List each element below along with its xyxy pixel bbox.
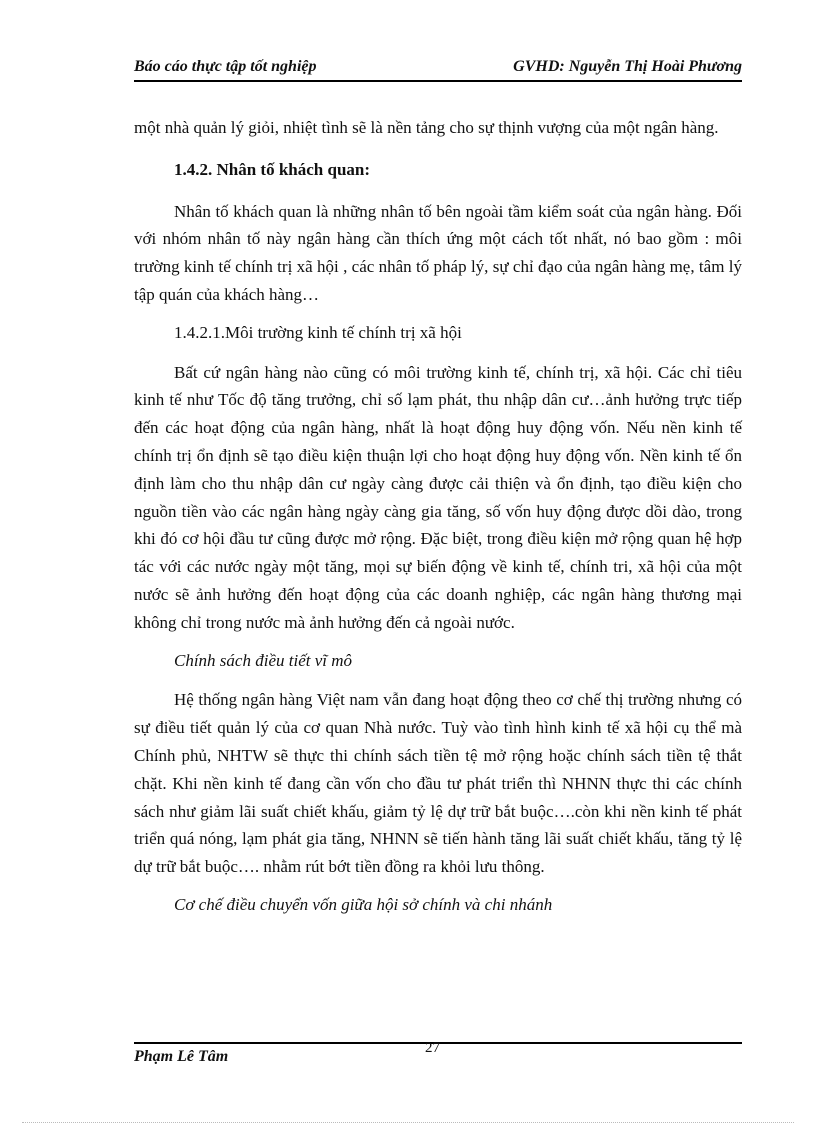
page-body [134, 114, 742, 931]
footer-author: Phạm Lê Tâm [134, 1048, 229, 1065]
page-number: 27 [425, 1040, 440, 1056]
page-footer [134, 1040, 742, 1065]
continuation-paragraph: một nhà quản lý giỏi, nhiệt tình sẽ là nền tảng cho sự thịnh vượng của một ngân hàng. [134, 118, 719, 137]
macro-policy-heading: Chính sách điều tiết vĩ mô [174, 650, 353, 670]
capital-transfer-heading: Cơ chế điều chuyển vốn giữa hội sở chính và chi nhánh [174, 894, 553, 914]
economy-paragraph: Bất cứ ngân hàng nào cũng có môi trường kinh tế, chính trị, xã hội. Các chỉ tiêu kinh tế như Tốc độ tăng trưởng, chỉ số lạm phát, thu nhập dân cư…ảnh hưởng trực tiếp đến các hoạt động của ngân hàng, nhất là hoạt động huy động vốn. Nếu nền kinh tế chính trị ổn định sẽ tạo điều kiện thuận lợi cho hoạt động huy động vốn. Nền kinh tế ổn định làm cho thu nhập dân cư ngày càng được cải thiện và ổn định, tạo điều kiện cho nguồn tiền vào các ngân hàng ngày càng gia tăng, số vốn huy động được dồi dào, trong khi đó cơ hội đầu tư cũng được mở rộng. Đặc biệt, trong điều kiện mở rộng quan hệ hợp tác với các nước ngày một tăng, mọi sự biến động về kinh tế, chính tri, xã hội của một nước sẽ ảnh hưởng đến hoạt động của các doanh nghiệp, các ngân hàng thương mại không chỉ trong nước mà ảnh hưởng đến cả ngoài nước. [134, 362, 742, 632]
header-report-title: Báo cáo thực tập tốt nghiệp [134, 58, 317, 75]
header-supervisor: GVHD: Nguyễn Thị Hoài Phương [513, 58, 742, 75]
page-header [134, 56, 742, 82]
intro-paragraph: Nhân tố khách quan là những nhân tố bên ngoài tầm kiểm soát của ngân hàng. Đối với nhóm nhân tố này ngân hàng cần thích ứng một cách tốt nhất, nó bao gồm : môi trường kinh tế chính trị xã hội , các nhân tố pháp lý, sự chỉ đạo của ngân hàng mẹ, tâm lý tập quán của khách hàng… [134, 201, 742, 304]
macro-policy-paragraph: Hệ thống ngân hàng Việt nam vẫn đang hoạt động theo cơ chế thị trường nhưng có sự điều tiết quản lý của cơ quan Nhà nước. Tuỳ vào tình hình kinh tế xã hội cụ thể mà Chính phủ, NHTW sẽ thực thi chính sách tiền tệ mở rộng hoặc chính sách tiền tệ thắt chặt. Khi nền kinh tế đang cần vốn cho đầu tư phát triển thì NHNN thực thi các chính sách như giảm lãi suất chiết khấu, giảm tỷ lệ dự trữ bắt buộc….còn khi nền kinh tế phát triển quá nóng, lạm phát gia tăng, NHNN sẽ tiến hành tăng lãi suất chiết khấu, tăng tỷ lệ dự trữ bắt buộc…. nhằm rút bớt tiền đồng ra khỏi lưu thông. [134, 690, 742, 877]
subsection-heading: 1.4.2.1.Môi trường kinh tế chính trị xã hội [174, 322, 462, 342]
section-heading: 1.4.2. Nhân tố khách quan: [174, 159, 371, 179]
